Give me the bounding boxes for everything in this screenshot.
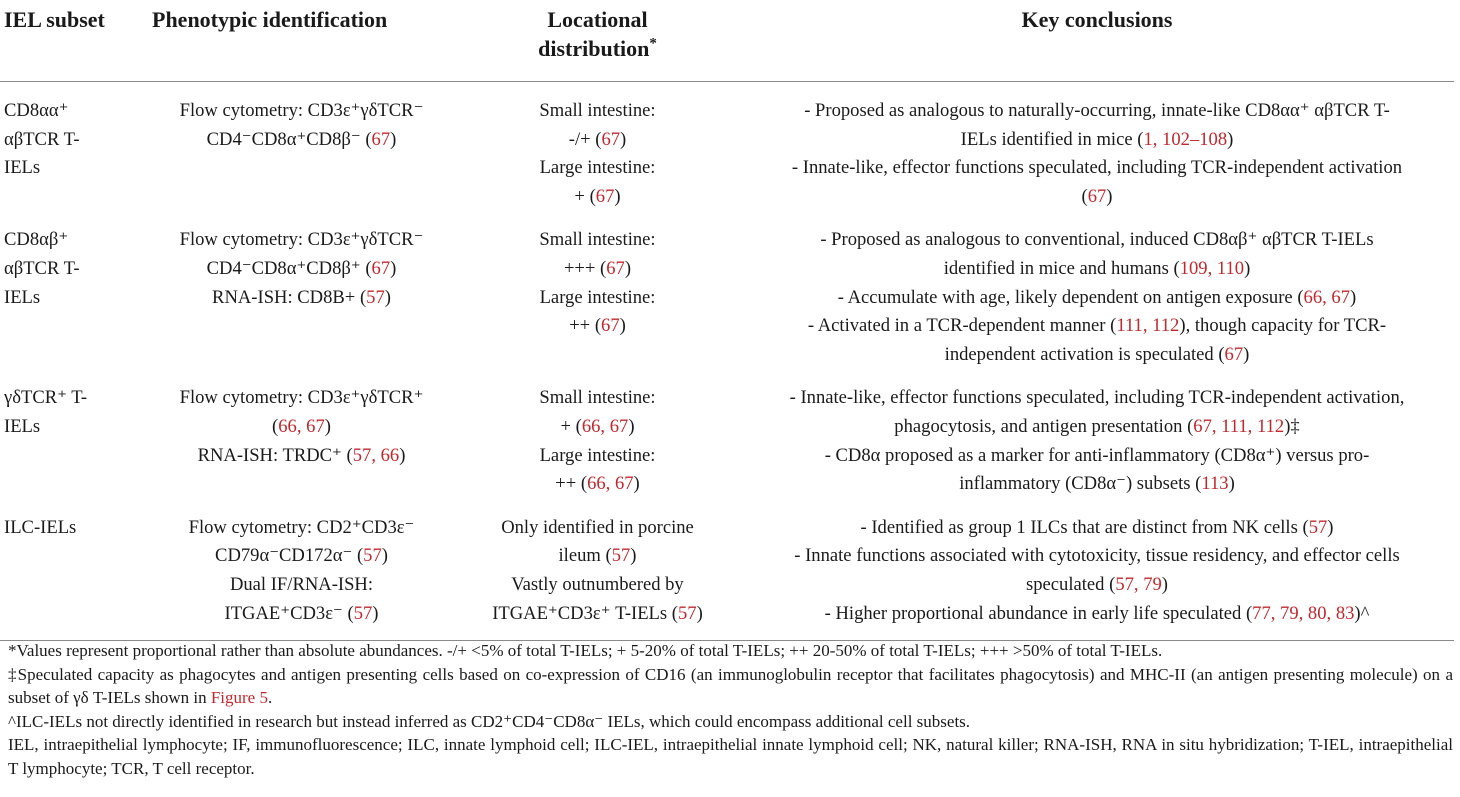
citation-link[interactable]: 109, 110 [1179,257,1245,279]
cell-subset: ILC-IELs [4,516,77,538]
citation-link[interactable]: 66, 67 [581,415,629,437]
citation-link[interactable]: 57 [611,545,631,567]
table-row [0,499,1454,641]
citation-link[interactable]: 66, 67 [1303,286,1351,308]
citation-link[interactable]: 67, 111, 112 [1193,415,1285,437]
citation-link[interactable]: 66, 67 [278,415,325,437]
header-key-conclusions: Key conclusions [1021,7,1173,32]
citation-link[interactable]: 57 [678,602,697,624]
table-row [0,211,1454,369]
table-row [0,369,1454,498]
table-header-row [0,0,1454,82]
citation-link[interactable]: 67 [606,257,625,279]
citation-link[interactable]: 57 [363,545,382,567]
citation-link[interactable]: 57 [353,602,373,624]
citation-link[interactable]: 67 [371,257,391,279]
header-iel-subset: IEL subset [4,7,105,32]
header-locational-distribution: Locational distribution* [538,7,657,61]
citation-link[interactable]: 57 [1308,516,1328,538]
citation-link[interactable]: 57, 79 [1115,573,1162,595]
footnote-ilc-iels: ^ILC-IELs not directly identified in research but instead inferred as CD2⁺CD4⁻CD8α⁻ IELs, which could encompass additional cell subsets. [8,711,971,731]
citation-link[interactable]: 1, 102–108 [1143,128,1228,150]
footnote-abbreviations: IEL, intraepithelial lymphocyte; IF, immunofluorescence; ILC, innate lymphoid cell; ILC-IEL, intraepithelial innate lymphoid cell; NK, natural killer; RNA-ISH, RNA in situ hybridization; T-IEL, intraepithelial T lymphocyte; TCR, T cell receptor. [8,735,1453,778]
cell-phenotype: Flow cytometry: CD3ε⁺γδTCR⁻ CD4⁻CD8α⁺CD8β⁻ (67) [179,100,424,150]
cell-conclusions: - Proposed as analogous to naturally-occurring, innate-like CD8αα⁺ αβTCR T- IELs identified in mice (1, 102–108) - Innate-like, effector functions speculated, including TCR-independent activation (67) [791,100,1403,207]
citation-link[interactable]: 67 [595,185,615,207]
citation-link[interactable]: 67 [601,315,620,337]
cell-location: Small intestine: +++ (67) Large intestine: ++ (67) [539,229,656,337]
cell-location: Small intestine: -/+ (67) Large intestine: + (67) [539,100,656,207]
citation-link[interactable]: 67 [1087,185,1107,207]
cell-subset: γδTCR⁺ T- IELs [4,387,88,437]
citation-link[interactable]: 111, 112 [1116,315,1180,337]
cell-conclusions: - Innate-like, effector functions speculated, including TCR-independent activation, phagocytosis, and antigen presentation (67, 111, 112)‡ - CD8α proposed as a marker for anti-inflammatory (CD8α⁺) versus pro- inflammatory (CD8α⁻) subsets (113) [789,387,1405,495]
citation-link[interactable]: 67 [371,128,391,150]
header-phenotypic-identification: Phenotypic identification [152,7,388,32]
citation-link[interactable]: 67 [601,128,621,150]
citation-link[interactable]: 113 [1201,473,1229,495]
cell-location: Small intestine: + (66, 67) Large intestine: ++ (66, 67) [539,387,656,495]
table-row [0,82,1454,212]
footnote-phagocytes: ‡Speculated capacity as phagocytes and antigen presenting cells based on co-expression of CD16 (an immunoglobulin receptor that facilitates phagocytosis) and MHC-II (an antigen presenting molecule) on a subset of γδ T-IELs shown in Figure 5. [8,664,1453,708]
cell-location: Only identified in porcine ileum (57) Vastly outnumbered by ITGAE⁺CD3ε⁺ T-IELs (57) [492,516,703,624]
cell-phenotype: Flow cytometry: CD3ε⁺γδTCR⁻ CD4⁻CD8α⁺CD8β⁺ (67) RNA-ISH: CD8B+ (57) [179,229,424,308]
citation-link[interactable]: 66, 67 [587,473,634,495]
citation-link[interactable]: 77, 79, 80, 83 [1252,602,1355,624]
citation-link[interactable]: 67 [1224,343,1244,365]
footnote-abundance: *Values represent proportional rather than absolute abundances. -/+ <5% of total T-IELs; + 5-20% of total T-IELs; ++ 20-50% of total T-IELs; +++ >50% of total T-IELs. [8,641,1163,660]
cell-conclusions: - Identified as group 1 ILCs that are distinct from NK cells (57) - Innate functions associated with cytotoxicity, tissue residency, and effector cells speculated (57, 79) - Higher proportional abundance in early life speculated (77, 79, 80, 83)^ [794,516,1400,624]
cell-phenotype: Flow cytometry: CD2⁺CD3ε⁻ CD79α⁻CD172α⁻ (57) Dual IF/RNA-ISH: ITGAE⁺CD3ε⁻ (57) [188,516,415,624]
cell-subset: CD8αβ⁺ αβTCR T- IELs [4,229,80,308]
figure-link[interactable]: Figure 5 [210,688,268,708]
table-footnotes [8,639,1453,781]
citation-link[interactable]: 57 [366,286,385,308]
citation-link[interactable]: 57, 66 [352,444,400,466]
cell-conclusions: - Proposed as analogous to conventional, induced CD8αβ⁺ αβTCR T-IELs identified in mice and humans (109, 110) - Accumulate with age, likely dependent on antigen exposure (66, 67) - Activated in a TCR-dependent manner (111, 112), though capacity for TCR- independent activation is speculated (67) [807,229,1387,365]
cell-subset: CD8αα⁺ αβTCR T- IELs [4,100,80,179]
cell-phenotype: Flow cytometry: CD3ε⁺γδTCR⁺ (66, 67) RNA-ISH: TRDC⁺ (57, 66) [179,387,424,466]
